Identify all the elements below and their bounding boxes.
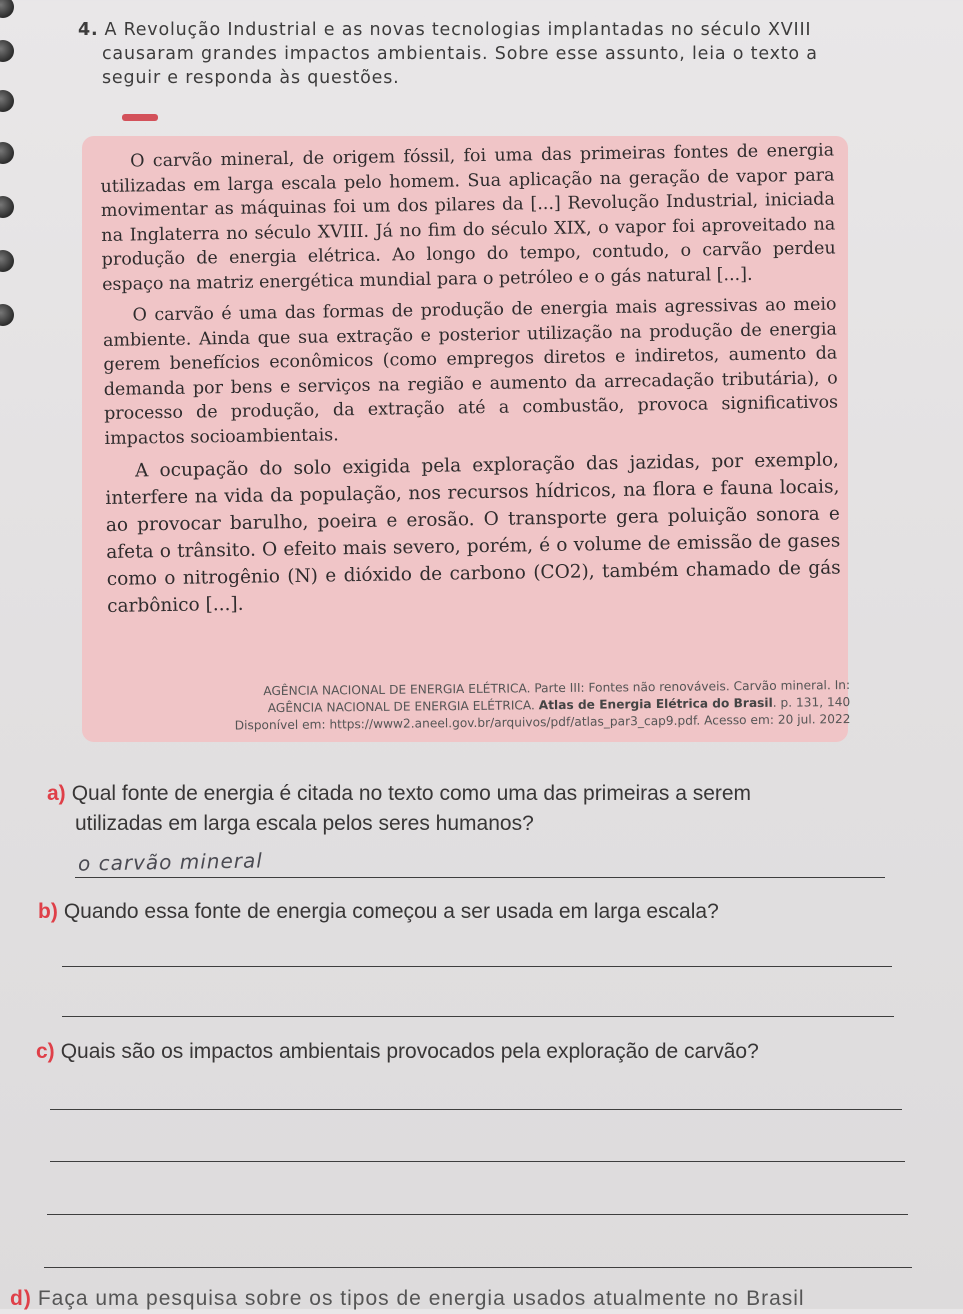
- binder-hole: [0, 0, 14, 18]
- citation-suffix: . p. 131, 140: [772, 694, 851, 710]
- answer-line[interactable]: [44, 1267, 912, 1268]
- binder-hole: [0, 90, 14, 112]
- item-d-text: Faça uma pesquisa sobre os tipos de energia usados atualmente no Brasil: [37, 1287, 805, 1310]
- item-c-letter: c): [36, 1040, 55, 1063]
- binder-hole: [0, 40, 14, 62]
- answer-line[interactable]: [47, 1214, 908, 1215]
- intro-line-1: A Revolução Industrial e as novas tecnologias implantadas no século XVIII: [104, 20, 812, 40]
- item-d: [10, 1284, 963, 1314]
- answer-line[interactable]: [75, 877, 885, 878]
- reading-text: [100, 138, 841, 626]
- item-a-letter: a): [47, 782, 66, 805]
- item-c: [36, 1037, 906, 1067]
- item-b-letter: b): [38, 900, 58, 923]
- item-c-text: Quais são os impactos ambientais provocados pela exploração de carvão?: [60, 1040, 759, 1063]
- section-marker: [122, 114, 158, 121]
- answer-line[interactable]: [50, 1109, 902, 1110]
- item-a-line-2: utilizadas em larga escala pelos seres humanos?: [75, 812, 534, 835]
- paragraph-1: O carvão mineral, de origem fóssil, foi uma das primeiras fontes de energia utilizadas em larga escala pelo homem. Sua aplicação na geração de vapor para movimentar as máquinas foi um dos pilares da [...] Revolução Industrial, iniciada na Inglaterra no século XVIII. Já no fim do século XIX, o vapor foi aproveitado na produção de energia elétrica. Ao longo do tempo, contudo, o carvão perdeu espaço na matriz energética mundial para o petróleo e o gás natural [...].: [100, 140, 836, 295]
- question-number: 4.: [78, 20, 99, 40]
- citation-prefix: AGÊNCIA NACIONAL DE ENERGIA ELÉTRICA.: [267, 698, 535, 716]
- item-a: [47, 779, 897, 839]
- citation-line-3: Disponível em: https://www2.aneel.gov.br/arquivos/pdf/atlas_par3_cap9.pdf. Acesso em: 20 jul. 2022: [234, 711, 851, 733]
- citation-line-1: AGÊNCIA NACIONAL DE ENERGIA ELÉTRICA. Parte III: Fontes não renováveis. Carvão mineral. In:: [263, 677, 851, 699]
- binder-hole: [0, 142, 14, 164]
- answer-line[interactable]: [62, 966, 892, 967]
- intro-line-2: causaram grandes impactos ambientais. Sobre esse assunto, leia o texto a: [102, 44, 818, 64]
- item-d-letter: d): [10, 1287, 32, 1310]
- citation-title: Atlas de Energia Elétrica do Brasil: [538, 695, 773, 713]
- binder-hole: [0, 250, 14, 272]
- item-a-line-1: Qual fonte de energia é citada no texto como uma das primeiras a serem: [71, 782, 752, 805]
- answer-line[interactable]: [62, 1016, 894, 1017]
- answer-line[interactable]: [50, 1161, 905, 1162]
- handwritten-answer-a: o carvão mineral: [77, 848, 264, 876]
- paragraph-2: O carvão é uma das formas de produção de energia mais agressivas ao meio ambiente. Ainda que sua extração e posterior utilização na produção de energia gerem benefícios econômicos (como empregos diretos e indiretos, aumento da demanda por bens e serviços na região e aumento da arrecadação tributária), o processo de produção, da extração até a combustão, provoca significativos impactos socioambientais.: [102, 294, 839, 449]
- intro-line-3: seguir e responda às questões.: [102, 68, 400, 88]
- paragraph-3: A ocupação do solo exigida pela exploração das jazidas, por exemplo, interfere na vida da população, nos recursos hídricos, na flora e fauna locais, ao provocar barulho, poeira e erosão. O transporte gera poluição sonora e afeta o trânsito. O efeito mais severo, porém, é o volume de emissão de gases como o nitrogênio (N) e dióxido de carbono (CO2), também chamado de gás carbônico [...].: [105, 449, 841, 617]
- question-intro: [78, 18, 868, 90]
- item-b: [38, 897, 898, 927]
- binder-hole: [0, 304, 14, 326]
- source-citation: [100, 677, 850, 736]
- binder-hole: [0, 196, 14, 218]
- item-b-text: Quando essa fonte de energia começou a ser usada em larga escala?: [63, 900, 719, 923]
